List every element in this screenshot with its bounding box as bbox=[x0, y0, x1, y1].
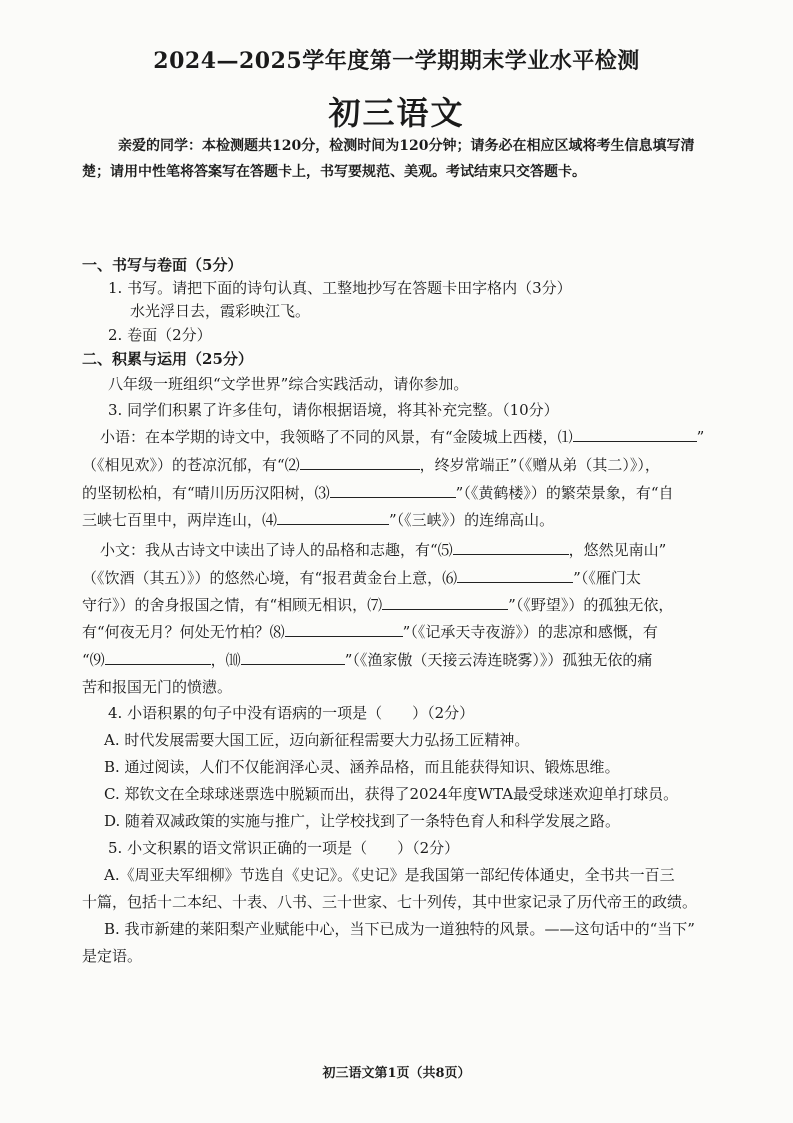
p1-line2-text: （《相见欢》）的苍凉沉郁，有“⑵ bbox=[82, 456, 300, 474]
answer-blank-9[interactable] bbox=[105, 650, 211, 665]
q4-option-b: B. 通过阅读，人们不仅能润泽心灵、涵养品格，而且能获得知识、锻炼思维。 bbox=[104, 758, 620, 776]
q3-text: 3. 同学们积累了许多佳句，请你根据语境，将其补充完整。（10分） bbox=[108, 401, 559, 419]
section2-heading: 二、积累与运用（25分） bbox=[82, 350, 253, 368]
q1-text: 1. 书写。请把下面的诗句认真、工整地抄写在答题卡田字格内（3分） bbox=[108, 279, 572, 297]
answer-blank-5[interactable] bbox=[453, 540, 569, 555]
p1-line2-end: ，终岁常端正”（《赠从弟（其二）》）， bbox=[419, 456, 660, 474]
exam-notice: 亲爱的同学：本检测题共120分，检测时间为120分钟；请务必在相应区域将考生信息填写清楚；请用中性笔将答案写在答题卡上，书写要规范、美观。考试结束只交答题卡。 bbox=[82, 138, 695, 180]
p2-line5-text: “⑼ bbox=[82, 651, 105, 669]
p2-line5 bbox=[82, 650, 652, 670]
p1-line1-end: ” bbox=[696, 428, 705, 446]
p2-line3-text: 守行》）的舍身报国之情，有“相顾无相识，⑺ bbox=[82, 596, 383, 614]
p1-line4-end: ”（《三峡》）的连绵高山。 bbox=[389, 511, 555, 529]
p1-line3 bbox=[82, 483, 674, 503]
q5-stem: 5. 小文积累的语文常识正确的一项是（ ）（2分） bbox=[108, 839, 460, 857]
answer-blank-2[interactable] bbox=[300, 455, 420, 470]
p2-line2-text: （《饮酒（其五）》）的悠然心境，有“报君黄金台上意，⑹ bbox=[82, 569, 458, 587]
p1-line3-end: ”（《黄鹤楼》）的繁荣景象，有“自 bbox=[455, 484, 674, 502]
page-footer: 初三语文第1页（共8页） bbox=[322, 1066, 471, 1081]
q4-option-c: C. 郑钦文在全球球迷票选中脱颖而出，获得了2024年度WTA最受球迷欢迎单打球员。 bbox=[104, 785, 679, 803]
p1-line2 bbox=[82, 455, 660, 475]
p2-line3 bbox=[82, 595, 673, 615]
q5-option-b-line2: 是定语。 bbox=[82, 947, 143, 965]
p1-line1-text: 小语：在本学期的诗文中，我领略了不同的风景，有“金陵城上西楼，⑴ bbox=[100, 428, 573, 446]
p1-line1 bbox=[100, 427, 704, 447]
q5-option-a-line2: 十篇，包括十二本纪、十表、八书、三十世家、七十列传，其中世家记录了历代帝王的政绩。 bbox=[82, 893, 698, 911]
answer-blank-3[interactable] bbox=[330, 483, 456, 498]
q5-option-b-line1: B. 我市新建的莱阳梨产业赋能中心，当下已成为一道独特的风景。——这句话中的“当下” bbox=[104, 920, 695, 938]
p2-line1 bbox=[100, 540, 666, 560]
exam-subject: 初三语文 bbox=[328, 94, 465, 132]
q5-option-a-line1: A.《周亚夫军细柳》节选自《史记》。《史记》是我国第一部纪传体通史，全书共一百三 bbox=[104, 866, 675, 884]
q1-poem: 水光浮日去，霞彩映江飞。 bbox=[130, 302, 311, 320]
p2-line3-end: ”（《野望》）的孤独无依， bbox=[508, 596, 674, 614]
answer-blank-10[interactable] bbox=[241, 650, 345, 665]
p2-line1-text: 小文：我从古诗文中读出了诗人的品格和志趣，有“⑸ bbox=[100, 541, 453, 559]
p2-line4-end: ”（《记承天寺夜游》）的悲凉和感慨，有 bbox=[402, 623, 658, 641]
p2-line4-text: 有“何夜无月？何处无竹柏？⑻ bbox=[82, 623, 285, 641]
answer-blank-6[interactable] bbox=[457, 568, 573, 583]
exam-title: 2024—2025学年度第一学期期末学业水平检测 bbox=[153, 48, 640, 74]
q2-text: 2. 卷面（2分） bbox=[108, 326, 212, 344]
section1-heading: 一、书写与卷面（5分） bbox=[82, 256, 243, 274]
q4-option-d: D. 随着双减政策的实施与推广，让学校找到了一条特色育人和科学发展之路。 bbox=[104, 812, 621, 830]
p2-line2 bbox=[82, 568, 641, 588]
p2-line5-end: ”（《渔家傲（天接云涛连晓雾）》）孤独无依的痛 bbox=[344, 651, 653, 669]
p1-line4-text: 三峡七百里中，两岸连山，⑷ bbox=[82, 511, 278, 529]
section2-intro: 八年级一班组织“文学世界”综合实践活动，请你参加。 bbox=[108, 375, 469, 393]
answer-blank-4[interactable] bbox=[277, 510, 389, 525]
p1-line4 bbox=[82, 510, 554, 530]
answer-blank-8[interactable] bbox=[285, 622, 403, 637]
p2-line1-end: ，悠然见南山” bbox=[568, 541, 667, 559]
p2-line6: 苦和报国无门的愤懑。 bbox=[82, 678, 233, 696]
q4-stem: 4. 小语积累的句子中没有语病的一项是（ ）（2分） bbox=[108, 704, 475, 722]
p2-line4 bbox=[82, 622, 658, 642]
answer-blank-1[interactable] bbox=[573, 427, 697, 442]
p2-line2-end: ”（《雁门太 bbox=[573, 569, 641, 587]
q4-option-a: A. 时代发展需要大国工匠，迈向新征程需要大力弘扬工匠精神。 bbox=[104, 731, 530, 749]
answer-blank-7[interactable] bbox=[382, 595, 508, 610]
p2-line5-mid: ，⑽ bbox=[210, 651, 241, 669]
p1-line3-text: 的坚韧松柏，有“晴川历历汉阳树，⑶ bbox=[82, 484, 330, 502]
